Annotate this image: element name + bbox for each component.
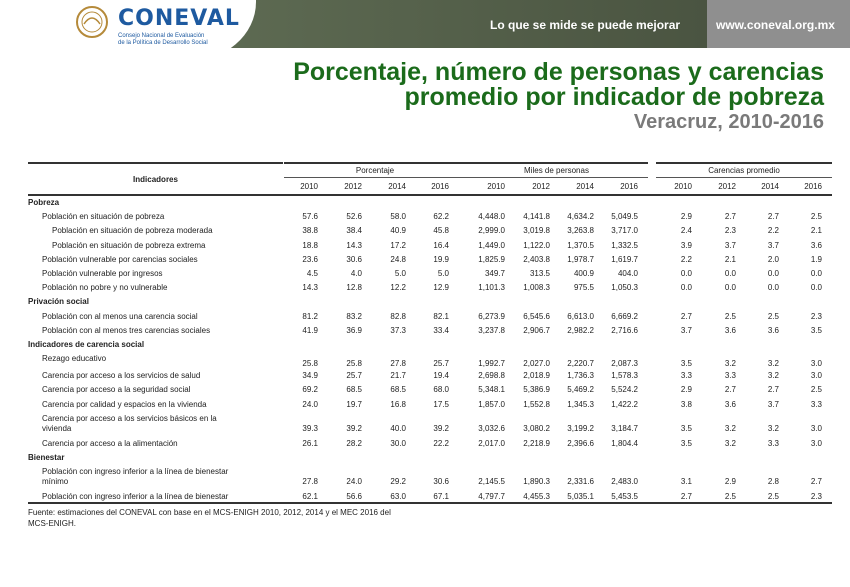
table-cell: 2,698.8	[478, 371, 505, 381]
table-top-rule	[28, 162, 283, 164]
table-cell: 3.7	[680, 325, 692, 335]
table-cell: 3.0	[810, 438, 822, 448]
table-cell: 3,080.2	[523, 423, 550, 433]
table-cell: 18.8	[302, 240, 318, 250]
table-cell: 69.2	[302, 385, 318, 395]
table-cell: 0.0	[810, 269, 822, 278]
table-cell: 3.5	[680, 438, 692, 448]
table-cell: 3,184.7	[611, 423, 638, 433]
table-cell: 6,545.6	[523, 311, 550, 321]
table-cell: 6,613.0	[567, 311, 594, 321]
row-label	[42, 212, 164, 222]
table-cell: 2,087.3	[611, 359, 638, 369]
table-cell: 24.0	[346, 477, 362, 487]
table-cell: 62.2	[433, 212, 449, 222]
table-cell: 2.7	[767, 385, 779, 395]
table-cell: 67.1	[433, 492, 449, 502]
slogan: Lo que se mide se puede mejorar	[490, 18, 681, 32]
table-cell: 2.5	[767, 492, 779, 502]
row-label	[42, 371, 200, 381]
table-cell: 975.5	[573, 283, 594, 293]
logo-subtitle-line2: de la Política de Desarrollo Social	[118, 40, 208, 46]
table-cell: 5,469.2	[567, 385, 594, 395]
row-label-text: Población en situación de pobreza moderada	[52, 226, 213, 236]
row-label-text: Población con ingreso inferior a la línea de bienestar	[42, 467, 229, 477]
table-cell: 14.3	[302, 283, 318, 293]
table-cell: 2,027.0	[523, 359, 550, 369]
table-cell: 52.6	[346, 212, 362, 222]
year-header: 2010	[674, 182, 692, 191]
logo-subtitle-line1: Consejo Nacional de Evaluación	[118, 33, 205, 39]
title-line-2: promedio por indicador de pobreza	[404, 83, 824, 111]
logo-area	[0, 0, 256, 62]
group-top-rule	[465, 162, 648, 164]
row-label-text: Población no pobre y no vulnerable	[42, 283, 168, 293]
table-cell: 83.2	[346, 311, 362, 321]
table-cell: 1,370.5	[567, 240, 594, 250]
table-cell: 3.2	[724, 423, 736, 433]
table-cell: 2.9	[680, 212, 692, 222]
table-cell: 28.2	[346, 438, 362, 448]
table-cell: 63.0	[390, 492, 406, 502]
row-label	[42, 492, 228, 502]
table-cell: 1,345.3	[567, 399, 594, 409]
table-cell: 6,669.2	[611, 311, 638, 321]
table-cell: 12.8	[346, 283, 362, 293]
table-cell: 25.8	[346, 359, 362, 369]
table-cell: 2.3	[810, 492, 822, 502]
table-cell: 62.1	[302, 492, 318, 502]
table-cell: 0.0	[724, 283, 736, 293]
table-cell: 2.3	[724, 226, 736, 236]
row-label-text: Carencia por acceso a los servicios básicos en la	[42, 413, 217, 423]
table-cell: 2.8	[767, 477, 779, 487]
table-cell: 12.9	[433, 283, 449, 293]
table-cell: 3.3	[767, 438, 779, 448]
table-cell: 1,101.3	[478, 283, 505, 293]
table-cell: 25.7	[346, 371, 362, 381]
table-cell: 38.8	[302, 226, 318, 236]
row-label-text: Población en situación de pobreza extrema	[52, 240, 206, 250]
indicators-header: Indicadores	[133, 175, 178, 184]
row-label-text: Población con al menos tres carencias sociales	[42, 325, 211, 335]
table-cell: 1.9	[810, 254, 822, 264]
row-label	[42, 354, 106, 364]
table-cell: 3,019.8	[523, 226, 550, 236]
table-cell: 5,049.5	[611, 212, 638, 222]
table-cell: 5,035.1	[567, 492, 594, 502]
table-cell: 5,386.9	[523, 385, 550, 395]
row-label	[42, 283, 167, 293]
table-cell: 2,999.0	[478, 226, 505, 236]
table-cell: 400.9	[573, 269, 594, 278]
table-cell: 4,797.7	[478, 492, 505, 502]
table-cell: 2.9	[724, 477, 736, 487]
table-cell: 3.3	[810, 399, 822, 409]
row-label-text: Población vulnerable por ingresos	[42, 269, 163, 278]
table-cell: 27.8	[390, 359, 406, 369]
table-cell: 3,032.6	[478, 423, 505, 433]
table-cell: 4,634.2	[567, 212, 594, 222]
row-label	[42, 385, 191, 395]
table-cell: 68.5	[390, 385, 406, 395]
table-cell: 23.6	[302, 254, 318, 264]
table-cell: 26.1	[302, 438, 318, 448]
table-cell: 68.5	[346, 385, 362, 395]
table-cell: 45.8	[433, 226, 449, 236]
group-header: Carencias promedio	[708, 166, 780, 175]
table-cell: 3.3	[724, 371, 736, 381]
table-cell: 1,857.0	[478, 399, 505, 409]
table-cell: 2.1	[810, 226, 822, 236]
table-cell: 3.5	[680, 423, 692, 433]
table-cell: 25.7	[433, 359, 449, 369]
row-label	[42, 326, 210, 336]
table-cell: 3.6	[724, 399, 736, 409]
table-cell: 2.2	[767, 226, 779, 236]
table-cell: 16.4	[433, 240, 449, 250]
table-cell: 3.2	[767, 359, 779, 369]
table-cell: 30.6	[433, 477, 449, 487]
table-cell: 349.7	[484, 269, 505, 278]
table-cell: 0.0	[724, 269, 736, 278]
year-header: 2012	[718, 182, 736, 191]
group-top-rule	[656, 162, 832, 164]
table-cell: 3.7	[724, 240, 736, 250]
page-subtitle: Veracruz, 2010-2016	[633, 111, 824, 133]
table-cell: 82.8	[390, 311, 406, 321]
group-top-rule	[284, 162, 466, 164]
table-cell: 313.5	[529, 269, 550, 278]
year-header: 2014	[576, 182, 594, 191]
table-cell: 2.5	[810, 212, 822, 222]
table-cell: 2,396.6	[567, 438, 594, 448]
table-cell: 3,237.8	[478, 325, 505, 335]
table-cell: 39.2	[346, 423, 362, 433]
table-cell: 2.7	[680, 492, 692, 502]
section-label: Pobreza	[28, 198, 60, 207]
table-cell: 0.0	[767, 283, 779, 293]
table-cell: 3.7	[767, 240, 779, 250]
table-cell: 2,331.6	[567, 477, 594, 487]
table-cell: 4,448.0	[478, 212, 505, 222]
page-title	[293, 60, 824, 110]
table-cell: 19.9	[433, 254, 449, 264]
row-label-text: Población con ingreso inferior a la línea de bienestar	[42, 492, 229, 502]
row-label-text-continued: vivienda	[42, 423, 72, 433]
table-cell: 1,890.3	[523, 477, 550, 487]
table-cell: 1,422.2	[611, 399, 638, 409]
table-cell: 24.8	[390, 254, 406, 264]
table-cell: 3.2	[724, 359, 736, 369]
table-cell: 40.9	[390, 226, 406, 236]
table-cell: 2.7	[810, 477, 822, 487]
table-cell: 3.6	[767, 325, 779, 335]
table-cell: 4,455.3	[523, 492, 550, 502]
table-cell: 2.1	[724, 254, 736, 264]
table-cell: 2,403.8	[523, 254, 550, 264]
table-cell: 2,018.9	[523, 371, 550, 381]
table-cell: 5,524.2	[611, 385, 638, 395]
table-cell: 5.0	[437, 269, 449, 278]
table-cell: 1,736.3	[567, 371, 594, 381]
table-cell: 34.9	[302, 371, 318, 381]
table-cell: 3.1	[680, 477, 692, 487]
row-label-text: Población en situación de pobreza	[42, 212, 165, 222]
table-cell: 3.0	[810, 423, 822, 433]
table-cell: 3.0	[810, 359, 822, 369]
table-cell: 17.2	[390, 240, 406, 250]
table-cell: 4,141.8	[523, 212, 550, 222]
row-label	[52, 241, 205, 251]
table-cell: 81.2	[302, 311, 318, 321]
table-cell: 3,199.2	[567, 423, 594, 433]
section-label: Indicadores de carencia social	[28, 340, 145, 349]
row-label	[42, 269, 163, 279]
section-label: Privación social	[28, 297, 89, 307]
row-label	[42, 255, 198, 265]
table-cell: 16.8	[390, 399, 406, 409]
table-cell: 0.0	[680, 269, 692, 278]
table-cell: 29.2	[390, 477, 406, 487]
table-cell: 2,483.0	[611, 477, 638, 487]
table-cell: 3.5	[680, 359, 692, 369]
table-cell: 40.0	[390, 423, 406, 433]
table-cell: 5,453.5	[611, 492, 638, 502]
group-sub-rule	[465, 177, 648, 178]
year-header: 2014	[761, 182, 779, 191]
table-cell: 2,145.5	[478, 477, 505, 487]
table-cell: 1,122.0	[523, 240, 550, 250]
table-cell: 1,804.4	[611, 438, 638, 448]
logo-wordmark: CONEVAL	[118, 6, 240, 31]
row-label-text: Carencia por acceso a la alimentación	[42, 438, 178, 448]
group-sub-rule	[656, 177, 832, 178]
table-cell: 5.0	[394, 269, 406, 278]
table-cell: 14.3	[346, 240, 362, 250]
table-cell: 56.6	[346, 492, 362, 502]
row-label	[42, 439, 178, 449]
table-cell: 41.9	[302, 325, 318, 335]
year-header: 2012	[532, 182, 550, 191]
year-header: 2010	[487, 182, 505, 191]
row-label-text-continued: mínimo	[42, 477, 69, 487]
row-label-text: Población con al menos una carencia social	[42, 311, 198, 321]
table-cell: 5,348.1	[478, 385, 505, 395]
year-header: 2014	[388, 182, 406, 191]
table-cell: 2.7	[680, 311, 692, 321]
table-cell: 3.7	[767, 399, 779, 409]
table-cell: 6,273.9	[478, 311, 505, 321]
table-cell: 0.0	[680, 283, 692, 293]
table-cell: 21.7	[390, 371, 406, 381]
table-cell: 39.3	[302, 423, 318, 433]
table-cell: 2,906.7	[523, 325, 550, 335]
table-cell: 2.7	[724, 385, 736, 395]
table-cell: 2.4	[680, 226, 692, 236]
table-cell: 19.7	[346, 399, 362, 409]
row-label-text: Carencia por calidad y espacios en la vivienda	[42, 399, 207, 409]
table-cell: 404.0	[617, 269, 638, 278]
group-sub-rule	[284, 177, 466, 178]
table-cell: 2.5	[767, 311, 779, 321]
table-cell: 68.0	[433, 385, 449, 395]
table-cell: 36.9	[346, 325, 362, 335]
table-cell: 2,218.9	[523, 438, 550, 448]
coneval-seal-icon	[74, 4, 110, 40]
table-cell: 4.0	[350, 269, 362, 278]
table-cell: 33.4	[433, 325, 449, 335]
row-label	[42, 312, 198, 322]
title-line-1: Porcentaje, número de personas y carencias	[293, 58, 824, 86]
table-cell: 38.4	[346, 226, 362, 236]
table-cell: 25.8	[302, 359, 318, 369]
table-cell: 1,825.9	[478, 254, 505, 264]
row-label	[52, 226, 213, 236]
table-cell: 22.2	[433, 438, 449, 448]
row-label	[42, 414, 217, 434]
website-url: www.coneval.org.mx	[716, 18, 835, 32]
table-cell: 58.0	[390, 212, 406, 222]
table-cell: 57.6	[302, 212, 318, 222]
table-cell: 2.5	[810, 385, 822, 395]
year-header: 2016	[431, 182, 449, 191]
table-cell: 4.5	[306, 269, 318, 278]
table-cell: 2.9	[680, 385, 692, 395]
table-cell: 3.6	[724, 325, 736, 335]
table-cell: 0.0	[810, 283, 822, 293]
year-header: 2012	[344, 182, 362, 191]
table-cell: 3.2	[767, 423, 779, 433]
section-label: Bienestar	[28, 453, 65, 462]
table-cell: 3,263.8	[567, 226, 594, 236]
table-cell: 2.0	[767, 254, 779, 264]
row-label	[42, 400, 207, 410]
table-bottom-rule	[28, 502, 832, 504]
table-cell: 30.6	[346, 254, 362, 264]
row-label-text: Carencia por acceso a la seguridad social	[42, 385, 191, 395]
table-cell: 1,578.3	[611, 371, 638, 381]
group-header: Porcentaje	[355, 166, 395, 175]
year-header: 2016	[804, 182, 822, 191]
table-cell: 2.5	[724, 311, 736, 321]
table-cell: 1,332.5	[611, 240, 638, 250]
year-header: 2016	[620, 182, 638, 191]
table-cell: 1,978.7	[567, 254, 594, 264]
table-cell: 2.5	[724, 492, 736, 502]
table-cell: 3.2	[724, 438, 736, 448]
table-cell: 2,982.2	[567, 325, 594, 335]
table-cell: 19.4	[433, 371, 449, 381]
table-cell: 30.0	[390, 438, 406, 448]
table-cell: 3.9	[680, 240, 692, 250]
table-cell: 2.7	[724, 212, 736, 222]
table-cell: 1,008.3	[523, 283, 550, 293]
table-cell: 1,992.7	[478, 359, 505, 369]
table-cell: 3.0	[810, 371, 822, 381]
table-cell: 3.3	[680, 371, 692, 381]
table-cell: 1,050.3	[611, 283, 638, 293]
row-label-text: Población vulnerable por carencias sociales	[42, 254, 198, 264]
table-cell: 82.1	[433, 311, 449, 321]
table-cell: 3.2	[767, 371, 779, 381]
year-header: 2010	[300, 182, 318, 191]
table-cell: 3.5	[810, 325, 822, 335]
table-cell: 17.5	[433, 399, 449, 409]
row-label	[42, 467, 228, 487]
row-label-text: Carencia por acceso a los servicios de salud	[42, 371, 201, 381]
table-cell: 3.8	[680, 399, 692, 409]
group-header: Miles de personas	[524, 166, 589, 175]
table-cell: 2.7	[767, 212, 779, 222]
row-label-text: Rezago educativo	[42, 354, 107, 364]
table-cell: 1,449.0	[478, 240, 505, 250]
table-cell: 2,017.0	[478, 438, 505, 448]
table-cell: 27.8	[302, 477, 318, 487]
table-cell: 2,716.6	[611, 325, 638, 335]
table-cell: 2,220.7	[567, 359, 594, 369]
table-cell: 1,619.7	[611, 254, 638, 264]
table-cell: 24.0	[302, 399, 318, 409]
table-cell: 3,717.0	[611, 226, 638, 236]
table-cell: 2.3	[810, 311, 822, 321]
table-cell: 39.2	[433, 423, 449, 433]
table-cell: 3.6	[810, 240, 822, 250]
table-cell: 1,552.8	[523, 399, 550, 409]
table-cell: 37.3	[390, 325, 406, 335]
table-cell: 12.2	[390, 283, 406, 293]
table-cell: 0.0	[767, 269, 779, 278]
source-footnote: Fuente: estimaciones del CONEVAL con base en el MCS-ENIGH 2010, 2012, 2014 y el MEC 2016 del MCS-ENIGH.	[28, 508, 391, 528]
table-cell: 2.2	[680, 254, 692, 264]
header-bottom-rule	[28, 194, 832, 196]
